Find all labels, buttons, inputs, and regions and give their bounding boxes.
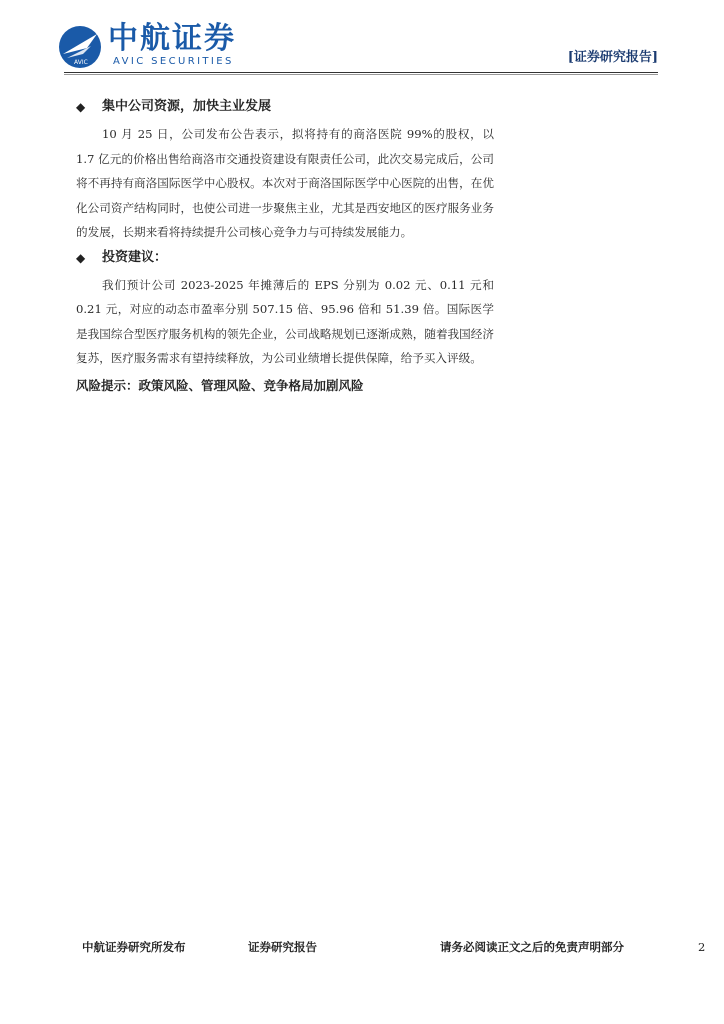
section-heading — [76, 247, 494, 269]
diamond-bullet-icon: ◆ — [76, 100, 86, 114]
page-header — [0, 0, 724, 80]
report-body — [76, 96, 494, 397]
footer-publisher: 中航证券研究所发布 — [82, 940, 186, 954]
report-type-tag: [证券研究报告] — [567, 50, 658, 65]
avic-logo-icon — [57, 24, 103, 70]
risk-warning: 风险提示：政策风险、管理风险、竞争格局加剧风险 — [76, 377, 364, 393]
section-heading-text: 投资建议： — [102, 249, 168, 265]
section-heading-text: 集中公司资源，加快主业发展 — [102, 99, 272, 114]
header-divider — [64, 72, 658, 73]
section-paragraph: 10 月 25 日，公司发布公告表示，拟将持有的商洛医院 99%的股权，以 1.7 亿元的价格出售给商洛市交通投资建设有限责任公司，此次交易完成后，公司将不再持有商洛国际医学中心股权。本次对于商洛国际医学中心医院的出售，在优化公司资产结构同时，也使公司进一步聚焦主业，尤其是西安地区的医疗服务业务的发展，长期来看将持续提升公司核心竞争力与可持续发展能力。 — [76, 127, 494, 239]
section-heading — [76, 96, 494, 118]
brand-name-cn: 中航证券 — [108, 21, 236, 56]
header-divider-secondary — [64, 74, 658, 75]
page-footer — [82, 938, 704, 958]
section-paragraph: 我们预计公司 2023-2025 年摊薄后的 EPS 分别为 0.02 元、0.11 元和 0.21 元，对应的动态市盈率分别 507.15 倍、95.96 倍和 51.39 倍。国际医学是我国综合型医疗服务机构的领先企业，公司战略规划已逐渐成熟，随着我国经济复苏，医疗服务需求有望持续释放，为公司业绩增长提供保障，给予买入评级。 — [76, 277, 494, 365]
svg-text:AVIC: AVIC — [74, 59, 88, 66]
brand-name-en: AVIC SECURITIES — [113, 56, 234, 67]
footer-report-type: 证券研究报告 — [248, 940, 317, 954]
diamond-bullet-icon: ◆ — [76, 250, 86, 265]
footer-disclaimer: 请务必阅读正文之后的免责声明部分 — [440, 940, 624, 954]
page-number: 2 — [698, 940, 706, 954]
